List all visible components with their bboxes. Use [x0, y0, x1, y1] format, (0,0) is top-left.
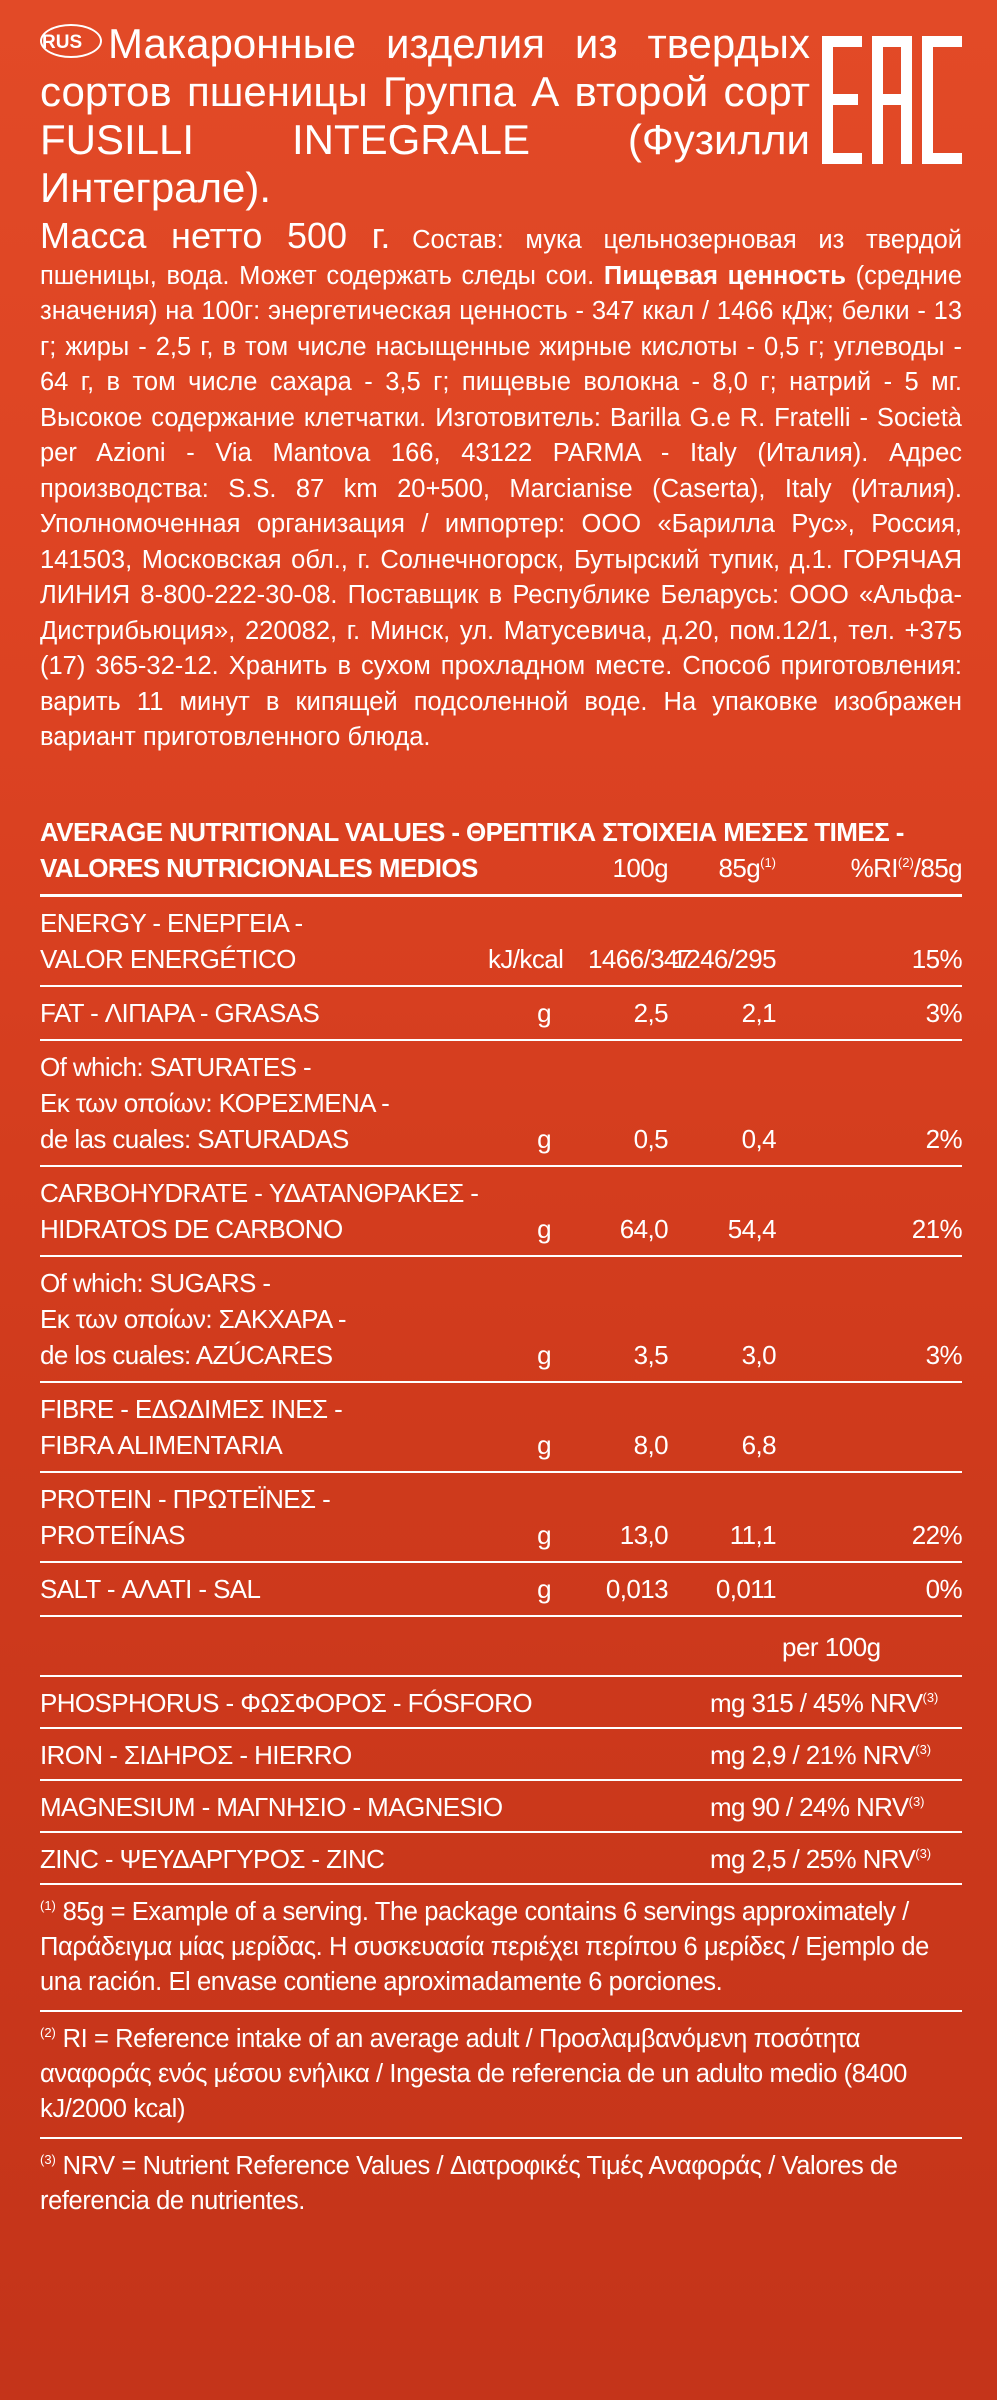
table-row-salt [40, 1563, 962, 1617]
row-unit: g [537, 1213, 551, 1244]
nutrition-table [40, 814, 962, 2229]
label-panel [40, 0, 962, 2229]
row-ri: 15% [911, 943, 962, 974]
row-label: Of which: SATURATES - Εκ των οποίων: ΚΟΡΕΣΜΕΝΑ - de las cuales: SATURADAS [40, 1051, 390, 1154]
eac-logo-icon [822, 36, 962, 164]
row-ri: 0% [925, 1573, 962, 1604]
table-row-carbohydrate [40, 1167, 962, 1257]
nutrition-description: (средние значения) на 100г: энергетическая ценность - 347 ккал / 1466 кДж; белки - 13 г; жиры - 2,5 г, в том числе насыщенные жирные кислоты - 0,5 г; углеводы - 64 г, в том числе сахара - 3,5 г; пищевые волокна - 8,0 г; натрий - 5 мг. Высокое содержание клетчатки. Изготовитель: Barilla G.e R. Fratelli - Società per Azioni - Via Mantova 166, 43122 PARMA - Italy (Италия). Адрес производства: S.S. 87 km 20+500, Marcianise (Caserta), Italy (Италия). Уполномоченная организация / импортер: ООО «Барилла Рус», Россия, 141503, Московская обл., г. Солнечногорск, Бутырский тупик, д.1. ГОРЯЧАЯ ЛИНИЯ 8-800-222-30-08. Поставщик в Республике Беларусь: ООО «Альфа-Дистрибьюция», 220082, г. Минск, ул. Матусевича, д.20, пом.12/1, тел. +375 (17) 365-32-12. Хранить в сухом прохладном месте. Способ приготовления: варить 11 минут в кипящей подсоленной воде. На упаковке изображен вариант приготовленного блюда. [40, 261, 963, 751]
mineral-label: PHOSPHORUS - ΦΩΣΦΟΡΟΣ - FÓSFORO [40, 1687, 532, 1718]
mineral-row-magnesium [40, 1781, 962, 1833]
table-row-protein [40, 1473, 962, 1563]
row-value-85g: 0,011 [715, 1573, 776, 1604]
row-value-100g: 1466/347 [588, 943, 692, 974]
footnote-nrv: $^{(3)}$ NRV = Nutrient Reference Values / Διατροφικές Τιμές Αναφοράς / Valores de referencia de nutrientes. [40, 2151, 898, 2215]
product-title [40, 20, 810, 212]
row-label: FIBRE - ΕΔΩΔΙΜΕΣ ΙΝΕΣ - FIBRA ALIMENTARIA [40, 1393, 343, 1460]
mineral-value: mg 2,5 / 25% NRV$^{(3)}$ [710, 1843, 932, 1874]
row-label: SALT - ΑΛΑΤΙ - SAL [40, 1573, 261, 1604]
per-100g-label: per 100g [782, 1631, 881, 1662]
row-value-85g: 3,0 [741, 1339, 776, 1370]
header-title-line2: VALORES NUTRICIONALES MEDIOS [40, 852, 478, 883]
row-value-100g: 64,0 [619, 1213, 668, 1244]
row-value-100g: 3,5 [633, 1339, 668, 1370]
net-weight: Масса нетто 500 г. [40, 215, 391, 256]
footnote-serving: $^{(1)}$ 85g = Example of a serving. The package contains 6 servings approximately / Παράδειγμα μίας μερίδας. Η συσκευασία περιέχει περίπου 6 μερίδες / Ejemplo de una ración. El envase contiene aproximadamente 6 porciones. [40, 1885, 962, 2012]
mineral-label: ZINC - ΨΕΥΔΑΡΓΥΡΟΣ - ZINC [40, 1843, 385, 1874]
row-value-85g: 1246/295 [672, 943, 776, 974]
row-label: PROTEIN - ΠΡΩΤΕΪΝΕΣ - PROTEÍNAS [40, 1483, 331, 1550]
header-title-line1: AVERAGE NUTRITIONAL VALUES - ΘΡΕΠΤΙΚΑ ΣΤΟΙΧΕΙΑ ΜΕΣΕΣ ΤΙΜΕΣ - [40, 816, 904, 847]
table-row-saturates [40, 1041, 962, 1167]
row-ri: 22% [911, 1519, 962, 1550]
row-unit: g [537, 997, 551, 1028]
row-ri: 21% [911, 1213, 962, 1244]
mineral-label: IRON - ΣΙΔΗΡΟΣ - HIERRO [40, 1739, 352, 1770]
row-value-85g: 0,4 [741, 1123, 776, 1154]
row-unit: g [537, 1123, 551, 1154]
row-ri: 3% [925, 1339, 962, 1370]
russian-description [40, 215, 963, 756]
row-value-100g: 0,5 [633, 1123, 668, 1154]
column-ri: %RI$^{(2)}$/85g [850, 852, 962, 883]
row-value-100g: 0,013 [605, 1573, 668, 1604]
column-100g: 100g [612, 852, 668, 883]
row-value-100g: 8,0 [633, 1429, 668, 1460]
row-value-85g: 11,1 [729, 1519, 776, 1550]
row-value-100g: 13,0 [619, 1519, 668, 1550]
mineral-row-phosphorus [40, 1677, 962, 1729]
mineral-row-iron [40, 1729, 962, 1781]
mineral-value: mg 90 / 24% NRV$^{(3)}$ [710, 1791, 925, 1822]
row-unit: kJ/kcal [488, 943, 564, 974]
composition-text: Состав: мука цельнозерновая из твердой пшеницы, вода. Может содержать следы сои. [40, 226, 963, 290]
per-100g-header [40, 1617, 962, 1677]
mineral-value: mg 315 / 45% NRV$^{(3)}$ [710, 1687, 939, 1718]
table-row-fibre [40, 1383, 962, 1473]
nutrition-table-header [40, 814, 962, 897]
mineral-row-zinc [40, 1833, 962, 1885]
row-label: ENERGY - ΕΝΕΡΓΕΙΑ - VALOR ENERGÉTICO [40, 907, 303, 974]
nutrition-label: Пищевая ценность [603, 261, 846, 290]
mineral-value: mg 2,9 / 21% NRV$^{(3)}$ [710, 1739, 932, 1770]
product-title-text: Макаронные изделия из твердых сортов пшеницы Группа А второй сорт FUSILLI INTEGRALE (Фузилли Интеграле). [40, 20, 810, 211]
mineral-label: MAGNESIUM - ΜΑΓΝΗΣΙΟ - MAGNESIO [40, 1791, 503, 1822]
row-unit: g [537, 1573, 551, 1604]
row-ri: 2% [925, 1123, 962, 1154]
row-label: FAT - ΛΙΠΑΡΑ - GRASAS [40, 997, 320, 1028]
rus-badge: RUS [40, 24, 102, 58]
row-label: CARBOHYDRATE - ΥΔΑΤΑΝΘΡΑΚΕΣ - HIDRATOS DE CARBONO [40, 1177, 479, 1244]
row-label: Of which: SUGARS - Εκ των οποίων: ΣΑΚΧΑΡΑ - de los cuales: AZÚCARES [40, 1267, 346, 1370]
row-unit: g [537, 1519, 551, 1550]
table-row-energy [40, 897, 962, 987]
row-unit: g [537, 1339, 551, 1370]
row-value-100g: 2,5 [633, 997, 668, 1028]
row-unit: g [537, 1429, 551, 1460]
column-85g: $85g^{(1)}$ [718, 852, 776, 883]
row-value-85g: 6,8 [741, 1429, 776, 1460]
row-value-85g: 2,1 [741, 997, 776, 1028]
row-ri: 3% [925, 997, 962, 1028]
eac-mark [822, 36, 962, 164]
table-row-sugars [40, 1257, 962, 1383]
footnote-reference-intake: $^{(2)}$ RI = Reference intake of an average adult / Προσλαμβανόμενη ποσότητα αναφοράς ενός μέσου ενήλικα / Ingesta de referencia de un adulto medio (8400 kJ/2000 kcal) [40, 2012, 962, 2139]
row-value-85g: 54,4 [727, 1213, 776, 1244]
table-row-fat [40, 987, 962, 1041]
